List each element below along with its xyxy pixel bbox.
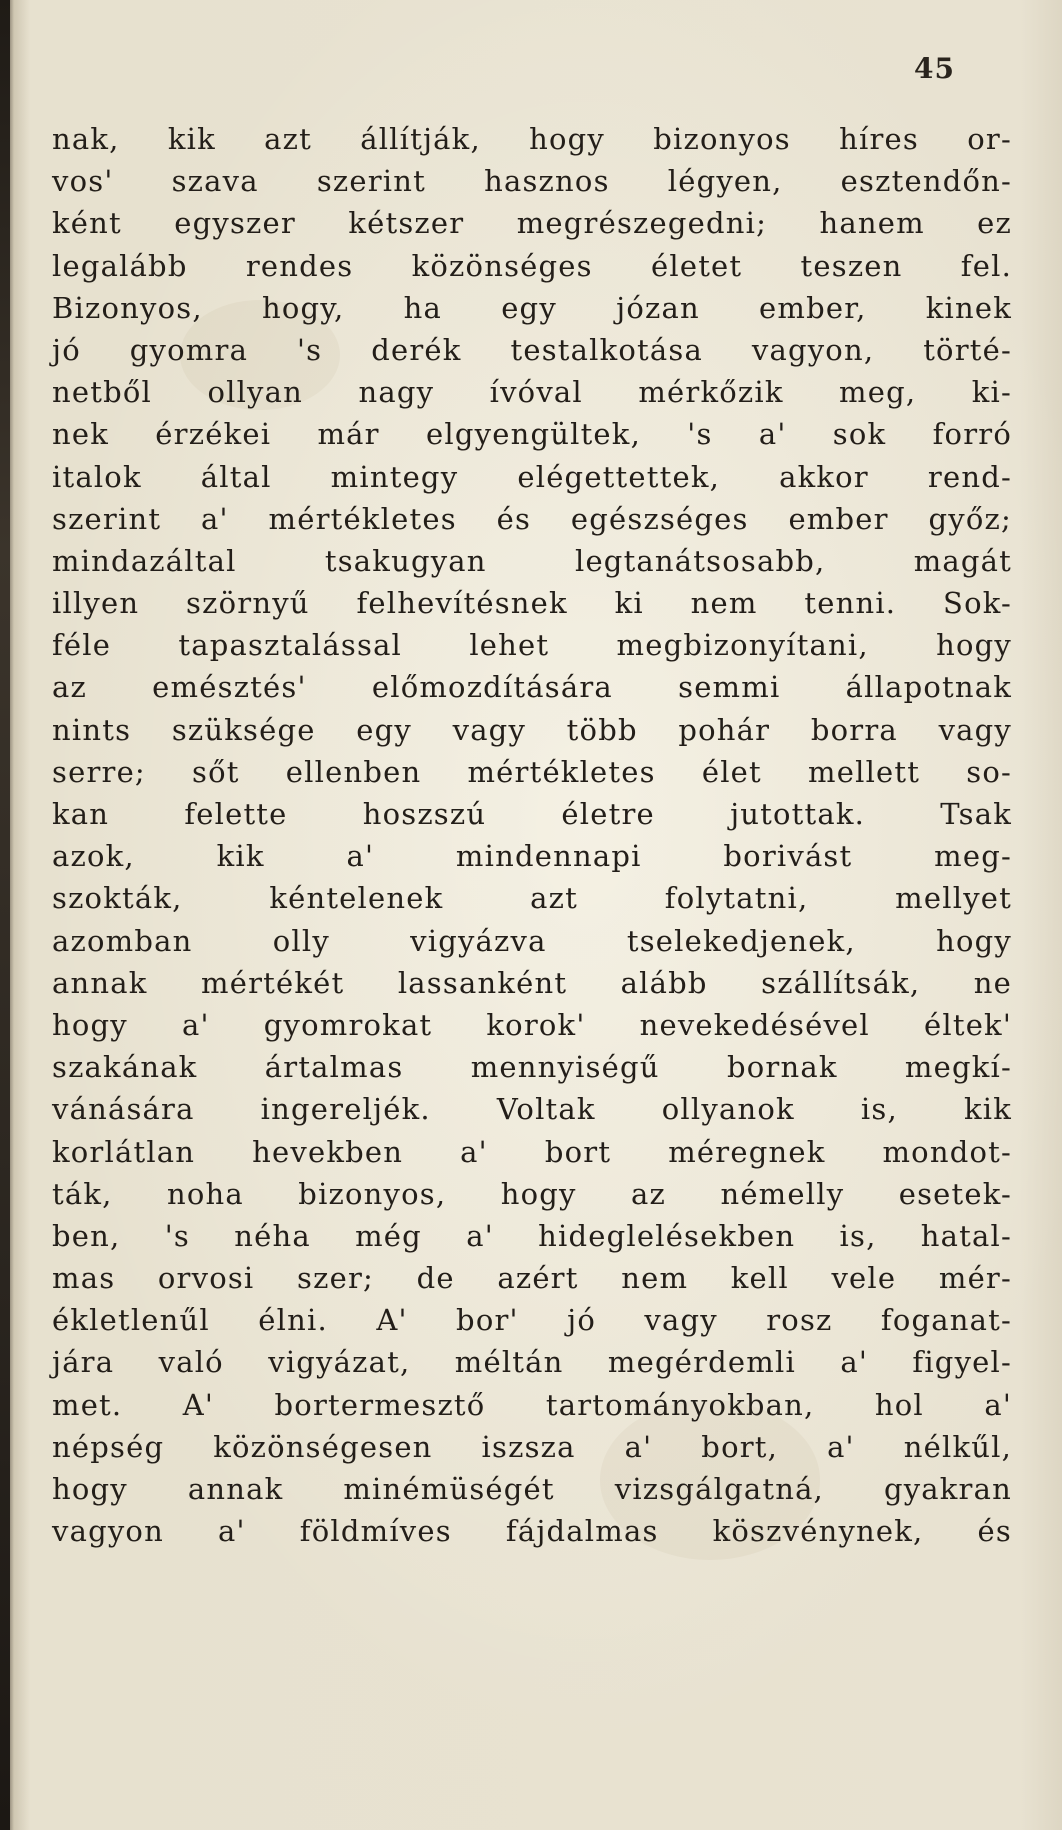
text-line: korlátlan hevekben a' bort méregnek mondot- xyxy=(52,1134,1012,1169)
text-line: vagyon a' földmíves fájdalmas köszvénynek, és xyxy=(52,1514,1012,1549)
text-line: nek érzékei már elgyengültek, 's a' sok forró xyxy=(52,417,1012,452)
text-line: népség közönségesen iszsza a' bort, a' nélkűl, xyxy=(52,1429,1012,1464)
text-line: met. A' bortermesztő tartományokban, hol a' xyxy=(52,1387,1012,1422)
text-line: ben, 's néha még a' hideglelésekben is, hatal- xyxy=(52,1218,1012,1253)
text-line: italok által mintegy elégettettek, akkor rend- xyxy=(52,459,1012,494)
text-line: legalább rendes közönséges életet teszen fel. xyxy=(52,248,1012,283)
text-line: azok, kik a' mindennapi borivást meg- xyxy=(52,839,1012,874)
text-line: jára való vigyázat, méltán megérdemli a' figyel- xyxy=(52,1345,1012,1380)
text-line: nak, kik azt állítják, hogy bizonyos híres or- xyxy=(52,122,1012,156)
text-line: mas orvosi szer; de azért nem kell vele mér- xyxy=(52,1261,1012,1296)
text-line: szokták, kéntelenek azt folytatni, mellyet xyxy=(52,881,1012,916)
text-line: féle tapasztalással lehet megbizonyítani, hogy xyxy=(52,628,1012,663)
text-line: kan felette hoszszú életre jutottak. Tsak xyxy=(52,797,1012,831)
text-line: hogy a' gyomrokat korok' nevekedésével éltek' xyxy=(52,1007,1012,1042)
text-line: illyen szörnyű felhevítésnek ki nem tenni. Sok- xyxy=(52,586,1012,621)
text-line: Bizonyos, hogy, ha egy józan ember, kinek xyxy=(52,290,1012,325)
text-line: mindazáltal tsakugyan legtanátsosabb, magát xyxy=(52,543,1012,578)
text-line: serre; sőt ellenben mértékletes élet mellett so- xyxy=(52,754,1012,789)
text-line: szakának ártalmas mennyiségű bornak megkí- xyxy=(52,1050,1012,1085)
binding-edge xyxy=(0,0,10,1830)
text-line: annak mértékét lassanként alább szállítsák, ne xyxy=(52,965,1012,1000)
text-line: az emésztés' előmozdítására semmi állapotnak xyxy=(52,670,1012,705)
text-line: netből ollyan nagy ívóval mérkőzik meg, ki- xyxy=(52,375,1012,410)
text-line: nints szüksége egy vagy több pohár borra vagy xyxy=(52,712,1012,747)
text-line: szerint a' mértékletes és egészséges ember győz; xyxy=(52,501,1012,536)
text-line: vánására ingereljék. Voltak ollyanok is, kik xyxy=(52,1092,1012,1127)
text-line: ékletlenűl élni. A' bor' jó vagy rosz foganat- xyxy=(52,1303,1012,1338)
text-line: jó gyomra 's derék testalkotása vagyon, törté- xyxy=(52,332,1012,367)
text-line: azomban olly vigyázva tselekedjenek, hogy xyxy=(52,923,1012,958)
text-line: ként egyszer kétszer megrészegedni; hanem ez xyxy=(52,206,1012,241)
page-number: 45 xyxy=(914,52,955,85)
text-line: hogy annak minémüségét vizsgálgatná, gyakran xyxy=(52,1472,1012,1506)
text-line: ták, noha bizonyos, hogy az némelly esetek- xyxy=(52,1176,1012,1211)
text-line: vos' szava szerint hasznos légyen, esztendőn- xyxy=(52,164,1012,199)
page-body-text xyxy=(52,118,1012,1552)
